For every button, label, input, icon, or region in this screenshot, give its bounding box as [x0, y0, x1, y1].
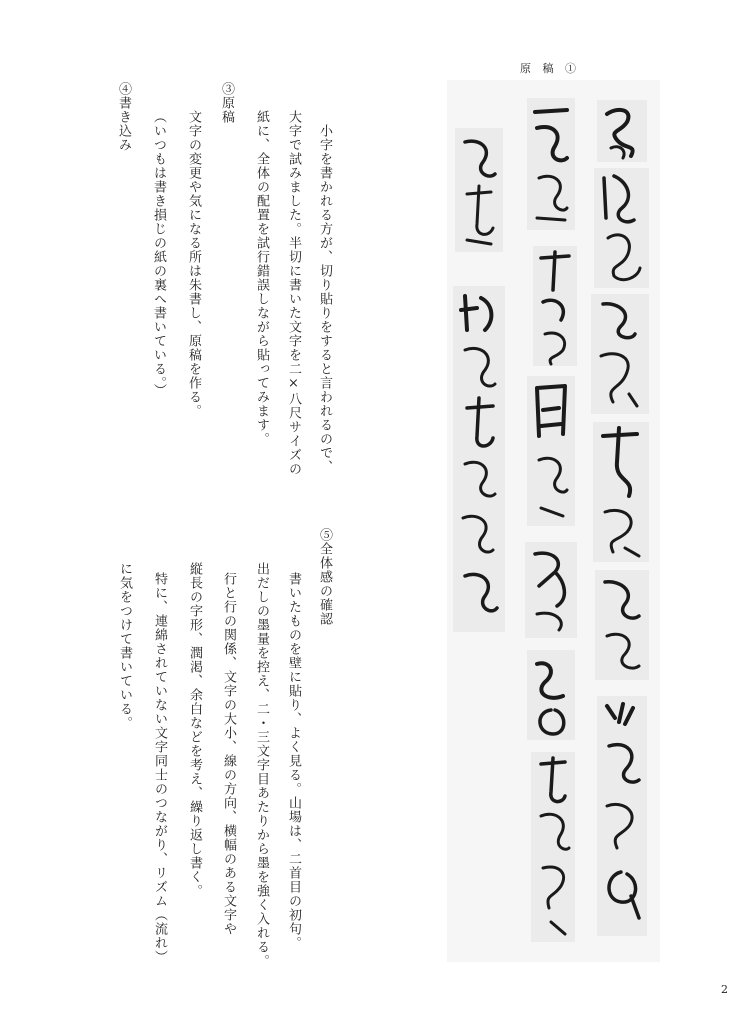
intro-line2: 大字で試みました。半切に書いた文字を二×八尺サイズの — [286, 110, 301, 476]
paper-strip — [597, 696, 647, 936]
section5-line3: 行と行の関係、文字の大小、線の方向、横幅のある文字や — [221, 572, 236, 936]
section3-line2: （いつもは書き損じの紙の裏へ書いている。） — [151, 110, 166, 398]
paper-strip — [455, 128, 503, 252]
brush-stroke — [527, 650, 575, 740]
brush-stroke — [595, 570, 649, 680]
brush-stroke — [525, 542, 577, 638]
brush-stroke — [597, 100, 647, 162]
brush-stroke — [593, 422, 649, 562]
paper-strip — [593, 422, 649, 562]
section5-line2: 出だしの墨量を控え、二・三文字目あたりから墨を強く入れる。 — [254, 562, 269, 968]
brush-stroke — [527, 376, 575, 526]
paper-strip — [591, 294, 649, 414]
brush-stroke — [527, 98, 575, 230]
paper-strip — [525, 542, 577, 638]
brush-stroke — [591, 294, 649, 414]
intro-line1: 小字を書かれる方が、切り貼りをすると言われるので、 — [317, 124, 332, 474]
figure-caption: 原 稿 ① — [520, 62, 580, 75]
paper-strip — [595, 570, 649, 680]
section3-line1: 文字の変更や気になる所は朱書し、原稿を作る。 — [186, 110, 201, 418]
brush-stroke — [533, 246, 577, 366]
paper-strip — [594, 168, 649, 288]
section3-heading: ③原稿 — [219, 82, 234, 124]
section5-line5: 特に、連綿されていない文字同士のつながり、リズム（流れ） — [152, 572, 167, 964]
brush-stroke — [453, 286, 505, 632]
brush-stroke — [594, 168, 649, 288]
paper-strip — [527, 376, 575, 526]
calligraphy-collage — [447, 80, 660, 962]
section5-heading: ⑤全体感の確認 — [317, 528, 332, 626]
brush-stroke — [531, 752, 575, 942]
paper-strip — [453, 286, 505, 632]
section5-line6: に気をつけて書いている。 — [117, 562, 132, 730]
brush-stroke — [455, 128, 503, 252]
paper-strip — [533, 246, 577, 366]
page-number: 2 — [721, 983, 728, 996]
paper-strip — [531, 752, 575, 942]
paper-strip — [527, 98, 575, 230]
brush-stroke — [597, 696, 647, 936]
section5-line1: 書いたものを壁に貼り、よく見る。山場は、二首目の初句。 — [286, 572, 301, 950]
paper-strip — [597, 100, 647, 162]
section4-heading: ④書き込み — [116, 82, 131, 152]
section5-line4: 縦長の字形、潤渇、余白などを考え、繰り返し書く。 — [187, 562, 202, 898]
paper-strip — [527, 650, 575, 740]
intro-line3: 紙に、全体の配置を試行錯誤しながら貼ってみます。 — [254, 110, 269, 446]
